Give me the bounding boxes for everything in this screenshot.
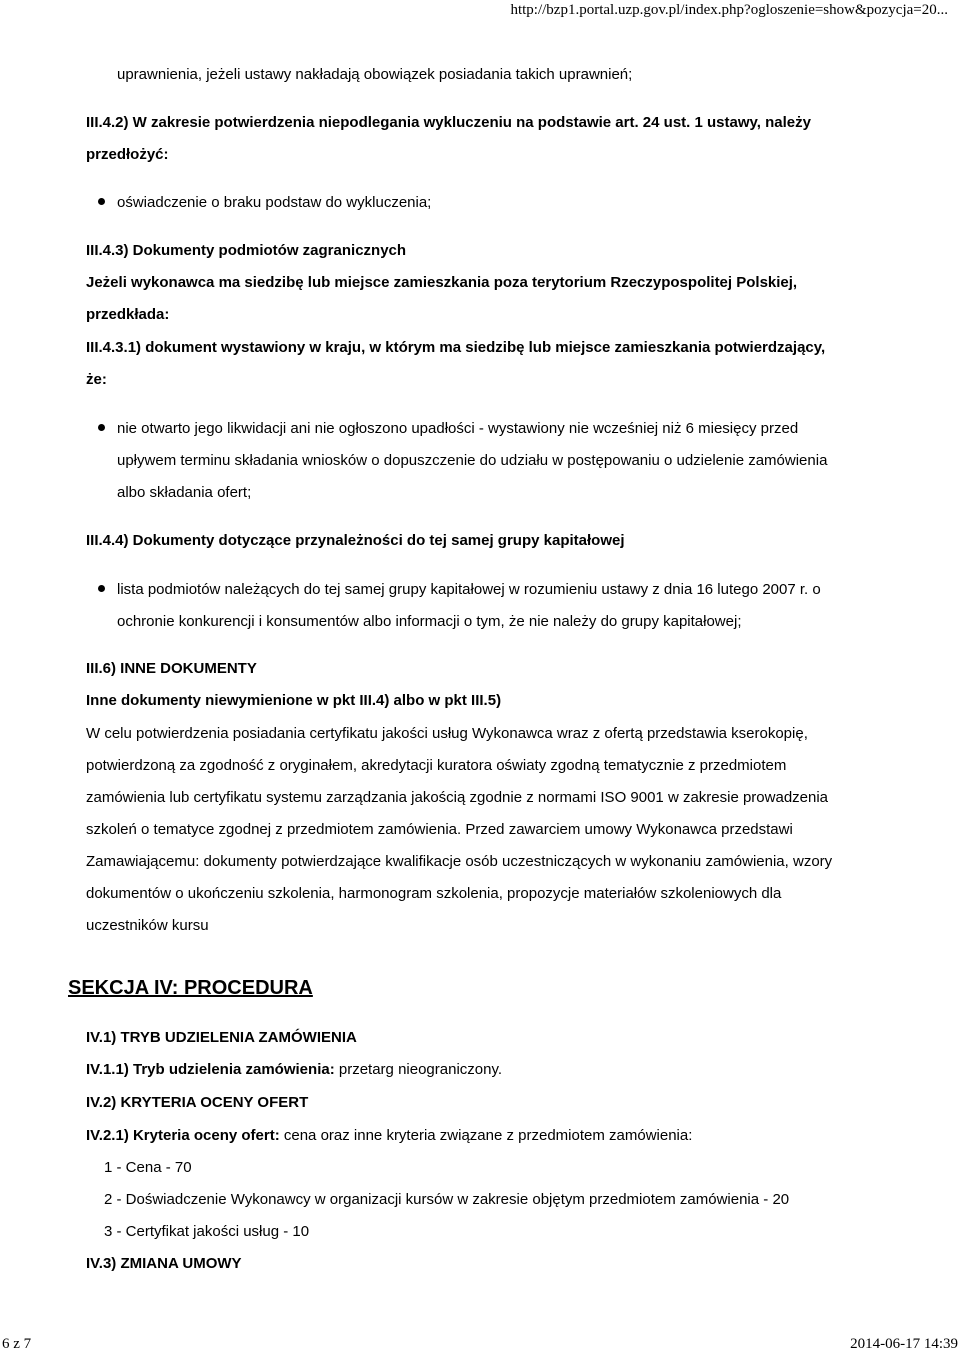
list-item: oświadczenie o braku podstaw do wykluczenia; (117, 194, 432, 211)
heading-iii-6: III.6) INNE DOKUMENTY (86, 660, 257, 677)
paragraph-line: szkoleń o tematyce zgodnej z przedmiotem zamówienia. Przed zawarciem umowy Wykonawca przedstawi (86, 821, 793, 838)
heading-iv-1: IV.1) TRYB UDZIELENIA ZAMÓWIENIA (86, 1029, 357, 1046)
paragraph-line: W celu potwierdzenia posiadania certyfikatu jakości usług Wykonawca wraz z ofertą przedstawia kserokopię, (86, 725, 808, 742)
bullet-icon (98, 424, 105, 431)
list-item-cont: albo składania ofert; (117, 484, 252, 501)
section-title: SEKCJA IV: PROCEDURA (68, 977, 313, 999)
tryb-value: przetarg nieograniczony. (334, 1061, 503, 1078)
kryteria-line (86, 1126, 692, 1146)
kryteria-label: IV.2.1) Kryteria oceny ofert: (86, 1127, 280, 1144)
kryteria-value: cena oraz inne kryteria związane z przedmiotem zamówienia: (279, 1127, 693, 1144)
list-item: nie otwarto jego likwidacji ani nie ogłoszono upadłości - wystawiony nie wcześniej niż 6 miesięcy przed (117, 420, 799, 437)
criterion-item: 3 - Certyfikat jakości usług - 10 (104, 1223, 310, 1240)
text-line: że: (86, 371, 107, 388)
heading-iv-3: IV.3) ZMIANA UMOWY (86, 1255, 242, 1272)
text-line: Jeżeli wykonawca ma siedzibę lub miejsce zamieszkania poza terytorium Rzeczypospolitej Polskiej, (86, 274, 798, 291)
heading-iii-4-3: III.4.3) Dokumenty podmiotów zagranicznych (86, 242, 407, 259)
text-line: uprawnienia, jeżeli ustawy nakładają obowiązek posiadania takich uprawnień; (117, 66, 633, 83)
paragraph-line: zamówienia lub certyfikatu systemu zarządzania jakością zgodnie z normami ISO 9001 w zakresie prowadzenia (86, 789, 829, 806)
datetime-footer: 2014-06-17 14:39 (850, 1336, 958, 1352)
heading-iii-4-2: III.4.2) W zakresie potwierdzenia niepodlegania wykluczeniu na podstawie art. 24 ust. 1 ustawy, należy (86, 114, 811, 131)
heading-iv-2: IV.2) KRYTERIA OCENY OFERT (86, 1094, 309, 1111)
page-number-footer: 6 z 7 (2, 1336, 32, 1352)
page-url-header: http://bzp1.portal.uzp.gov.pl/index.php?ogloszenie=show&pozycja=20... (510, 2, 948, 18)
paragraph-line: Zamawiającemu: dokumenty potwierdzające kwalifikacje osób uczestniczących w wykonaniu zamówienia, wzory (86, 853, 833, 870)
text-line: przedkłada: (86, 306, 170, 323)
criterion-item: 2 - Doświadczenie Wykonawcy w organizacji kursów w zakresie objętym przedmiotem zamówienia - 20 (104, 1191, 790, 1208)
paragraph-line: potwierdzoną za zgodność z oryginałem, akredytacji kuratora oświaty zgodną tematycznie z przedmiotem (86, 757, 787, 774)
paragraph-line: dokumentów o ukończeniu szkolenia, harmonogram szkolenia, propozycje materiałów szkoleniowych dla (86, 885, 782, 902)
list-item-cont: upływem terminu składania wniosków o dopuszczenie do udziału w postępowaniu o udzielenie zamówienia (117, 452, 828, 469)
heading-iii-4-4: III.4.4) Dokumenty dotyczące przynależności do tej samej grupy kapitałowej (86, 532, 625, 549)
subheading-inne-dokumenty: Inne dokumenty niewymienione w pkt III.4) albo w pkt III.5) (86, 692, 502, 709)
list-item-cont: ochronie konkurencji i konsumentów albo informacji o tym, że nie należy do grupy kapitałowej; (117, 613, 742, 630)
bullet-icon (98, 585, 105, 592)
bullet-icon (98, 198, 105, 205)
paragraph-line: uczestników kursu (86, 917, 209, 934)
list-item: lista podmiotów należących do tej samej grupy kapitałowej w rozumieniu ustawy z dnia 16 lutego 2007 r. o (117, 581, 821, 598)
tryb-label: IV.1.1) Tryb udzielenia zamówienia: (86, 1061, 335, 1078)
tryb-line (86, 1060, 502, 1080)
criterion-item: 1 - Cena - 70 (104, 1159, 192, 1176)
heading-iii-4-3-1: III.4.3.1) dokument wystawiony w kraju, w którym ma siedzibę lub miejsce zamieszkania potwierdzający, (86, 339, 826, 356)
heading-iii-4-2-cont: przedłożyć: (86, 146, 169, 163)
